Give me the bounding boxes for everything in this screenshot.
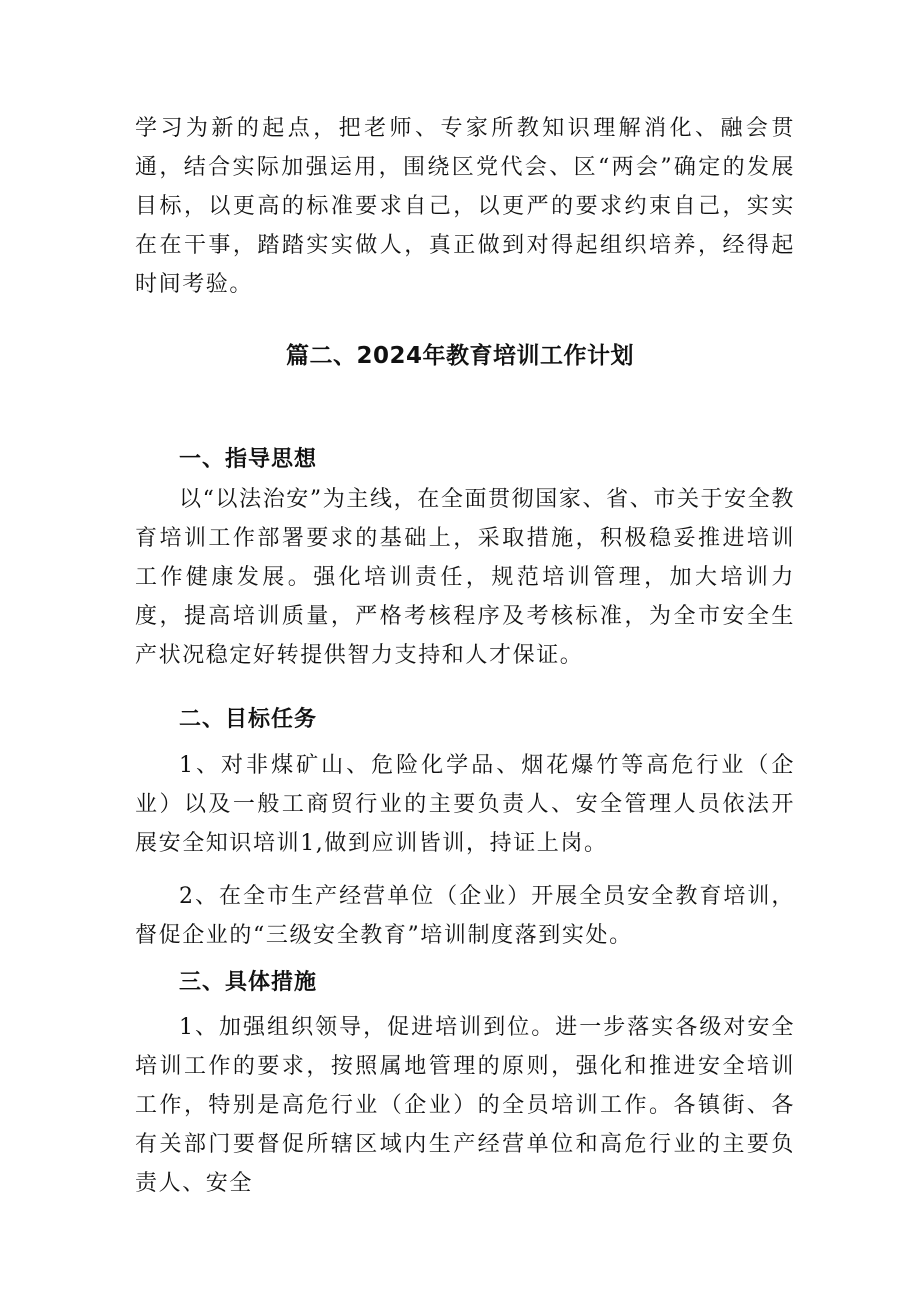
section-paragraph: 以“以法治安”为主线，在全面贯彻国家、省、市关于安全教育培训工作部署要求的基础上，采取措施，积极稳妥推进培训工作健康发展。强化培训责任，规范培训管理，加大培训力度，提高培训质量，严格考核程序及考核标准，为全市安全生产状况稳定好转提供智力支持和人才保证。 <box>135 487 795 668</box>
section-heading-guiding-ideology: 一、指导思想 <box>179 447 318 472</box>
intro-paragraph: 学习为新的起点，把老师、专家所教知识理解消化、融会贯通，结合实际加强运用，围绕区党代会、区“两会”确定的发展目标，以更高的标准要求自己，以更严的要求约束自己，实实在在干事，踏踏实实做人，真正做到对得起组织培养，经得起时间考验。 <box>135 116 795 297</box>
section-paragraph: 2、在全市生产经营单位（企业）开展全员安全教育培训，督促企业的“三级安全教育”培训制度落到实处。 <box>135 884 795 948</box>
document-title: 篇二、2024年教育培训工作计划 <box>285 343 634 369</box>
section-heading-specific-measures: 三、具体措施 <box>179 970 318 995</box>
section-paragraph: 1、加强组织领导，促进培训到位。进一步落实各级对安全培训工作的要求，按照属地管理的原则，强化和推进安全培训工作，特别是高危行业（企业）的全员培训工作。各镇街、各有关部门要督促所辖区域内生产经营单位和高危行业的主要负责人、安全 <box>135 1015 795 1196</box>
section-heading-goals-tasks: 二、目标任务 <box>179 707 318 732</box>
section-paragraph: 1、对非煤矿山、危险化学品、烟花爆竹等高危行业（企业）以及一般工商贸行业的主要负责人、安全管理人员依法开展安全知识培训1,做到应训皆训，持证上岗。 <box>135 753 795 856</box>
